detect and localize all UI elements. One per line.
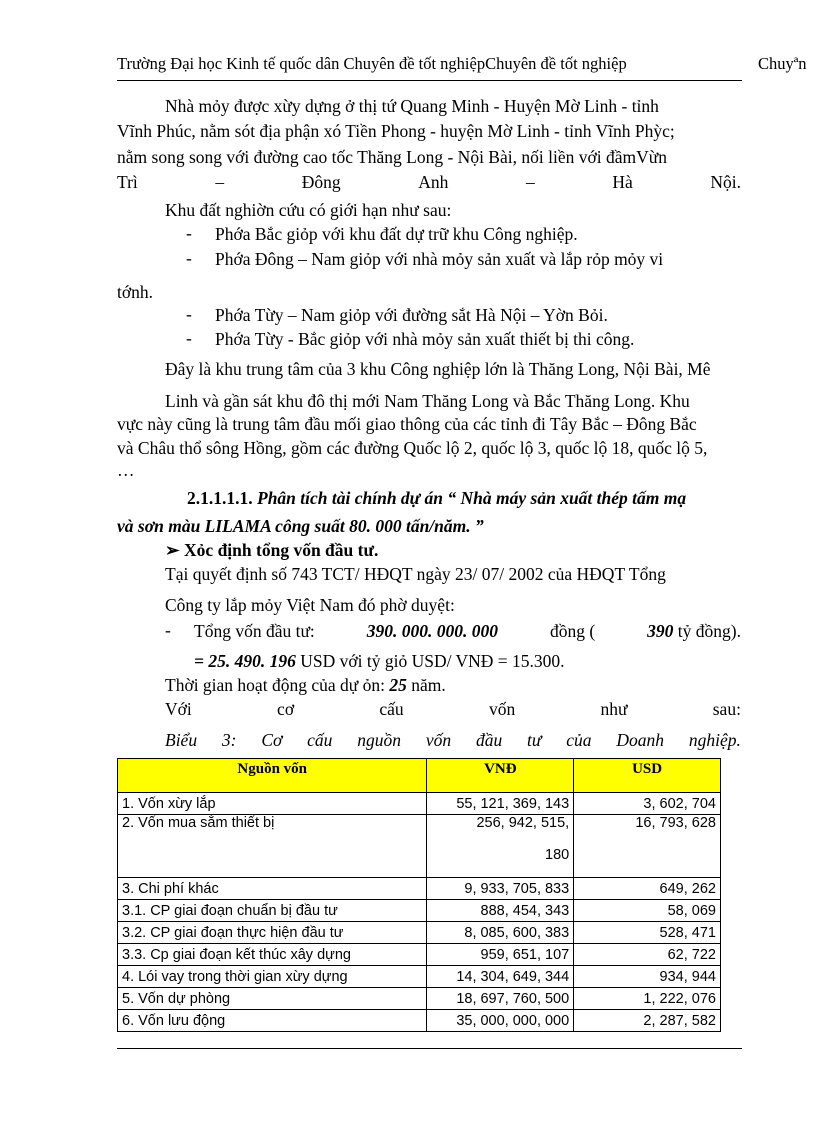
table-row [118,815,721,878]
row-usd: 649, 262 [574,878,721,900]
word-dash1: – [215,172,225,192]
row-label: 1. Vốn xừy lắp [118,793,427,815]
duration-value: 25 [389,675,407,695]
table-row [118,944,721,966]
table-row [118,922,721,944]
subsection-title: Xỏc định tổng vốn đầu tư. [184,540,379,560]
para1-line2: Vĩnh Phúc, nằm sót địa phận xó Tiền Phong - huyện Mờ Linh - tỉnh Vĩnh Phỳc; [117,121,675,141]
structure-line [165,698,741,721]
capital-line [194,620,741,643]
row-vnd: 55, 121, 369, 143 [427,793,574,815]
section-number: 2.1.1.1.1. [187,488,253,508]
word: của [566,730,592,750]
table-row [118,1010,721,1032]
table-row [118,878,721,900]
section-heading-line1 [187,487,686,510]
word: 3: [221,730,237,750]
word-anh: Anh [418,172,449,192]
word-ha: Hà [612,172,633,192]
row-usd: 58, 069 [574,900,721,922]
table-row [118,793,721,815]
word: Cơ [261,730,283,750]
word: tư [527,730,542,750]
word-dong: Đông [301,172,341,192]
row-usd: 16, 793, 628 [574,815,721,878]
row-label: 3.1. CP giai đoạn chuẩn bị đầu tư [118,900,427,922]
usd-equivalent-value: = 25. 490. 196 [194,651,296,671]
row-vnd: 8, 085, 600, 383 [427,922,574,944]
bullet3: Phớa Từy – Nam giỏp với đường sắt Hà Nội – Yờn Bỏi. [215,305,608,325]
usd-equivalent-line [194,650,565,673]
word: vốn [425,730,452,750]
arrow-bullet-icon: ➢ [165,540,180,560]
row-vnd: 35, 000, 000, 000 [427,1010,574,1032]
bullet-dash: - [186,248,192,268]
para1-line1: Nhà mỏy được xừy dựng ở thị tứ Quang Minh - Huyện Mờ Linh - tỉnh [165,96,659,116]
subsection-heading [165,539,378,562]
word: Biểu [165,730,198,750]
table-header-row [118,759,721,793]
word: như [600,699,628,719]
row-label: 3. Chi phí khác [118,878,427,900]
duration-line [165,674,446,697]
para1-line3: nằm song song với đường cao tốc Thăng Long - Nội Bài, nối liền với đầmVừn [117,147,667,167]
para2: Khu đất nghiờn cứu có giới hạn như sau: [165,200,452,220]
row-label: 4. Lói vay trong thời gian xừy dựng [118,966,427,988]
footer-rule [117,1048,742,1049]
duration-unit: năm. [411,675,446,695]
col-header-source: Nguồn vốn [118,759,427,793]
para3-line4: và Châu thổ sông Hồng, gồm các đường Quốc lộ 2, quốc lộ 3, quốc lộ 18, quốc lộ 5, [117,438,708,458]
bullet1: Phớa Bắc giỏp với khu đất dự trữ khu Công nghiệp. [215,224,578,244]
para3-line2: Linh và gần sát khu đô thị mới Nam Thăng Long và Bắc Thăng Long. Khu [165,391,690,411]
word: sau: [712,699,741,719]
table-row [118,900,721,922]
word: Với [165,699,192,719]
word: vốn [488,699,516,719]
row-label: 5. Vốn dự phòng [118,988,427,1010]
row-vnd: 14, 304, 649, 344 [427,966,574,988]
header-right-text: Chuyªn [758,54,807,73]
header-rule [117,80,742,81]
duration-label: Thời gian hoạt động của dự ỏn: [165,675,385,695]
table-caption [165,729,741,752]
header-title: Trường Đại học Kinh tế quốc dân Chuyên đề tốt nghiệpChuyên đề tốt nghiệp [117,54,627,73]
bullet2-line1: Phớa Đông – Nam giỏp với nhà mỏy sản xuất và lắp rỏp mỏy vi [215,249,664,269]
word: nghiệp. [688,730,741,750]
row-usd: 2, 287, 582 [574,1010,721,1032]
table-row [118,988,721,1010]
bullet-dash: - [186,328,192,348]
word: Doanh [616,730,665,750]
row-usd: 934, 944 [574,966,721,988]
word-tri: Trì [117,172,138,192]
table-row [118,966,721,988]
word: cấu [307,730,333,750]
para3-line1: Đây là khu trung tâm của 3 khu Công nghiệp lớn là Thăng Long, Nội Bài, Mê [165,359,711,379]
section-title-part1: Phân tích tài chính dự án “ Nhà máy sản xuất thép tấm mạ [257,488,687,508]
row-usd: 528, 471 [574,922,721,944]
word: nguồn [357,730,402,750]
bullet-dash: - [165,620,171,640]
bullet-dash: - [186,304,192,324]
bullet2-line2: tớnh. [117,282,153,302]
row-vnd [427,815,574,878]
para4-line1: Tại quyết định số 743 TCT/ HĐQT ngày 23/ 07/ 2002 của HĐQT Tổng [165,564,666,584]
row-usd: 1, 222, 076 [574,988,721,1010]
bullet4: Phớa Từy - Bắc giỏp với nhà mỏy sản xuất thiết bị thi công. [215,329,635,349]
capital-value-billion: 390 [647,621,674,641]
page-header [117,54,816,80]
row-usd: 3, 602, 704 [574,793,721,815]
row-label: 6. Vốn lưu động [118,1010,427,1032]
bullet-dash: - [186,223,192,243]
row-vnd-part2: 180 [545,847,570,863]
capital-structure-table [117,758,721,1032]
para1-line4 [117,171,741,194]
word: cơ [277,699,295,719]
word-dash2: – [525,172,535,192]
row-vnd-part1: 256, 942, 515, [476,815,570,831]
row-vnd: 888, 454, 343 [427,900,574,922]
word-noi: Nội. [710,172,741,192]
row-vnd: 9, 933, 705, 833 [427,878,574,900]
capital-mid: đồng ( [549,621,596,641]
usd-equivalent-text: USD với tỷ giỏ USD/ VNĐ = 15.300. [300,651,565,671]
section-title-part2: và sơn màu LILAMA công suất 80. 000 tấn/năm. ” [117,516,484,536]
row-label: 3.3. Cp giai đoạn kết thúc xây dựng [118,944,427,966]
word: đầu [475,730,503,750]
para4-line2: Công ty lắp mỏy Việt Nam đó phờ duyệt: [165,595,455,615]
capital-unit: tỷ đồng). [677,621,741,641]
capital-value: 390. 000. 000. 000 [366,621,499,641]
para3-line5: … [117,460,135,480]
row-vnd: 959, 651, 107 [427,944,574,966]
row-vnd: 18, 697, 760, 500 [427,988,574,1010]
para3-line3: vực này cũng là trung tâm đầu mối giao thông của các tỉnh đi Tây Bắc – Đông Bắc [117,414,697,434]
row-label: 3.2. CP giai đoạn thực hiện đầu tư [118,922,427,944]
capital-label: Tổng vốn đầu tư: [194,621,315,641]
row-label: 2. Vốn mua sắm thiết bị [118,815,427,878]
col-header-vnd: VNĐ [427,759,574,793]
word: cấu [379,699,404,719]
col-header-usd: USD [574,759,721,793]
row-usd: 62, 722 [574,944,721,966]
